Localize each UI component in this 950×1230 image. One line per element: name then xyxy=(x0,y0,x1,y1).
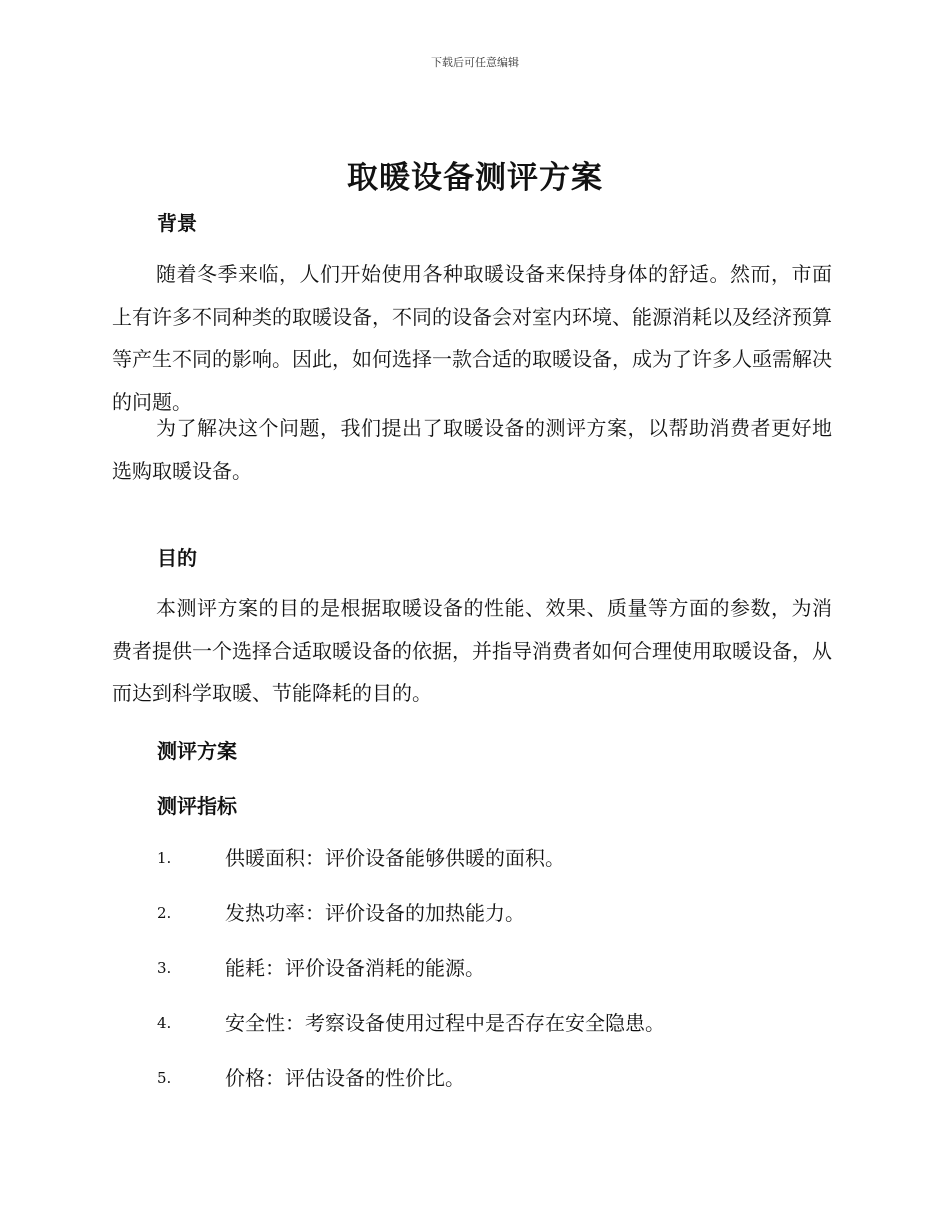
list-item xyxy=(157,843,837,873)
list-text: 发热功率：评价设备的加热能力。 xyxy=(225,901,525,925)
list-text: 安全性：考察设备使用过程中是否存在安全隐患。 xyxy=(225,1011,665,1035)
list-number: 4. xyxy=(157,1014,172,1032)
header-note: 下载后可任意编辑 xyxy=(431,56,519,69)
list-number: 5. xyxy=(157,1069,172,1087)
list-number: 3. xyxy=(157,959,172,977)
list-number: 2. xyxy=(157,904,172,922)
list-number: 1. xyxy=(157,849,172,867)
heading-purpose: 目的 xyxy=(157,546,197,570)
list-item xyxy=(157,1063,837,1093)
paragraph-purpose-1: 本测评方案的目的是根据取暖设备的性能、效果、质量等方面的参数，为消费者提供一个选择合适取暖设备的依据，并指导消费者如何合理使用取暖设备，从而达到科学取暖、节能降耗的目的。 xyxy=(112,596,832,705)
list-item xyxy=(157,898,837,928)
list-item xyxy=(157,1008,837,1038)
list-item xyxy=(157,953,837,983)
list-text: 价格：评估设备的性价比。 xyxy=(225,1066,465,1090)
list-text: 供暖面积：评价设备能够供暖的面积。 xyxy=(225,846,565,870)
document-title: 取暖设备测评方案 xyxy=(347,160,603,196)
heading-plan: 测评方案 xyxy=(157,739,237,763)
heading-indicators: 测评指标 xyxy=(157,794,237,818)
paragraph-background-1: 随着冬季来临，人们开始使用各种取暖设备来保持身体的舒适。然而，市面上有许多不同种类的取暖设备，不同的设备会对室内环境、能源消耗以及经济预算等产生不同的影响。因此，如何选择一款合适的取暖设备，成为了许多人亟需解决的问题。 xyxy=(112,262,832,414)
list-text: 能耗：评价设备消耗的能源。 xyxy=(225,956,485,980)
paragraph-background-2: 为了解决这个问题，我们提出了取暖设备的测评方案，以帮助消费者更好地选购取暖设备。 xyxy=(112,416,832,483)
heading-background: 背景 xyxy=(157,211,197,235)
